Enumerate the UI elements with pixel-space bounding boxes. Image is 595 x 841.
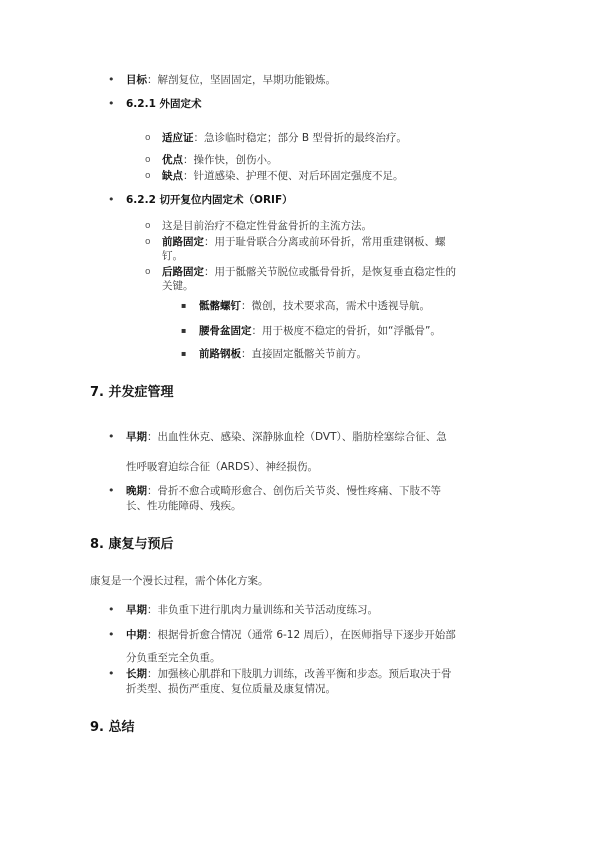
square-bullet: ▪	[181, 349, 187, 358]
bullet: •	[108, 603, 115, 616]
circle-bullet: o	[145, 171, 151, 181]
square-bullet: ▪	[181, 301, 187, 310]
square-bullet: ▪	[181, 326, 187, 335]
heading-622: 6.2.2 切开复位内固定术（ORIF）	[126, 194, 293, 206]
complication-late-label: 晚期	[126, 485, 147, 497]
anterior-plate-text: ：直接固定骶髂关节前方。	[241, 348, 367, 360]
indication-text: ：急诊临时稳定；部分 B 型骨折的最终治疗。	[193, 132, 407, 144]
orif-intro: 这是目前治疗不稳定性骨盆骨折的主流方法。	[162, 220, 372, 232]
complication-early-line	[126, 430, 447, 444]
back-fixation-label: 后路固定	[162, 266, 204, 278]
rehab-mid-line	[126, 628, 456, 642]
rehab-early-text: ：非负重下进行肌肉力量训练和关节活动度练习。	[147, 604, 378, 616]
advantage-text: ：操作快，创伤小。	[183, 154, 278, 166]
back-fixation-cont: 关键。	[162, 280, 194, 292]
complication-early-text: ：出血性休克、感染、深静脉血栓（DVT）、脂肪栓塞综合征、急	[147, 431, 447, 443]
complication-early-cont: 性呼吸窘迫综合征（ARDS）、神经损伤。	[126, 461, 318, 473]
complication-late-text: ：骨折不愈合或畸形愈合、创伤后关节炎、慢性疼痛、下肢不等	[147, 485, 441, 497]
circle-bullet: o	[145, 221, 151, 231]
back-fixation-text: ：用于骶髂关节脱位或骶骨骨折，是恢复垂直稳定性的	[204, 266, 456, 278]
front-fixation-text: ：用于耻骨联合分离或前环骨折，常用重建钢板、螺	[204, 236, 446, 248]
advantage-label: 优点	[162, 154, 183, 166]
lumbopelvic-text: ：用于极度不稳定的骨折，如“浮骶骨”。	[251, 325, 441, 337]
back-fixation-line	[162, 265, 456, 279]
goal-line	[126, 73, 336, 87]
heading-8: 8. 康复与预后	[90, 537, 174, 552]
indication-label: 适应证	[162, 132, 194, 144]
si-screw-line	[199, 299, 430, 313]
rehab-long-cont: 折类型、损伤严重度、复位质量及康复情况。	[126, 683, 336, 695]
indication-line	[162, 131, 407, 145]
circle-bullet: o	[145, 237, 151, 247]
bullet-goal: •	[108, 73, 115, 86]
disadvantage-line	[162, 169, 404, 183]
anterior-plate-label: 前路钢板	[199, 348, 241, 360]
heading-7: 7. 并发症管理	[90, 385, 174, 400]
si-screw-text: ：微创，技术要求高，需术中透视导航。	[241, 300, 430, 312]
rehab-mid-label: 中期	[126, 629, 147, 641]
front-fixation-line	[162, 235, 446, 249]
rehab-long-line	[126, 667, 452, 681]
circle-bullet: o	[145, 155, 151, 165]
heading-9: 9. 总结	[90, 720, 135, 735]
rehab-early-line	[126, 603, 378, 617]
advantage-line	[162, 153, 278, 167]
goal-label: 目标	[126, 74, 147, 86]
complication-late-line	[126, 484, 441, 498]
lumbopelvic-label: 腰骨盆固定	[199, 325, 252, 337]
disadvantage-text: ：针道感染、护理不便、对后环固定强度不足。	[183, 170, 404, 182]
bullet-622: •	[108, 193, 115, 206]
rehab-intro: 康复是一个漫长过程，需个体化方案。	[90, 575, 269, 587]
front-fixation-label: 前路固定	[162, 236, 204, 248]
bullet: •	[108, 430, 115, 443]
lumbopelvic-line	[199, 324, 441, 338]
bullet: •	[108, 667, 115, 680]
rehab-long-label: 长期	[126, 668, 147, 680]
rehab-mid-cont: 分负重至完全负重。	[126, 652, 221, 664]
complication-early-label: 早期	[126, 431, 147, 443]
complication-late-cont: 长、性功能障碍、残疾。	[126, 500, 242, 512]
heading-621: 6.2.1 外固定术	[126, 98, 202, 110]
si-screw-label: 骶髂螺钉	[199, 300, 241, 312]
anterior-plate-line	[199, 347, 367, 361]
goal-text: ：解剖复位，坚固固定，早期功能锻炼。	[147, 74, 336, 86]
front-fixation-cont: 钉。	[162, 250, 183, 262]
bullet: •	[108, 628, 115, 641]
rehab-long-text: ：加强核心肌群和下肢肌力训练，改善平衡和步态。预后取决于骨	[147, 668, 452, 680]
circle-bullet: o	[145, 133, 151, 143]
circle-bullet: o	[145, 267, 151, 277]
rehab-mid-text: ：根据骨折愈合情况（通常 6-12 周后），在医师指导下逐步开始部	[147, 629, 456, 641]
disadvantage-label: 缺点	[162, 170, 183, 182]
bullet-621: •	[108, 97, 115, 110]
rehab-early-label: 早期	[126, 604, 147, 616]
bullet: •	[108, 484, 115, 497]
